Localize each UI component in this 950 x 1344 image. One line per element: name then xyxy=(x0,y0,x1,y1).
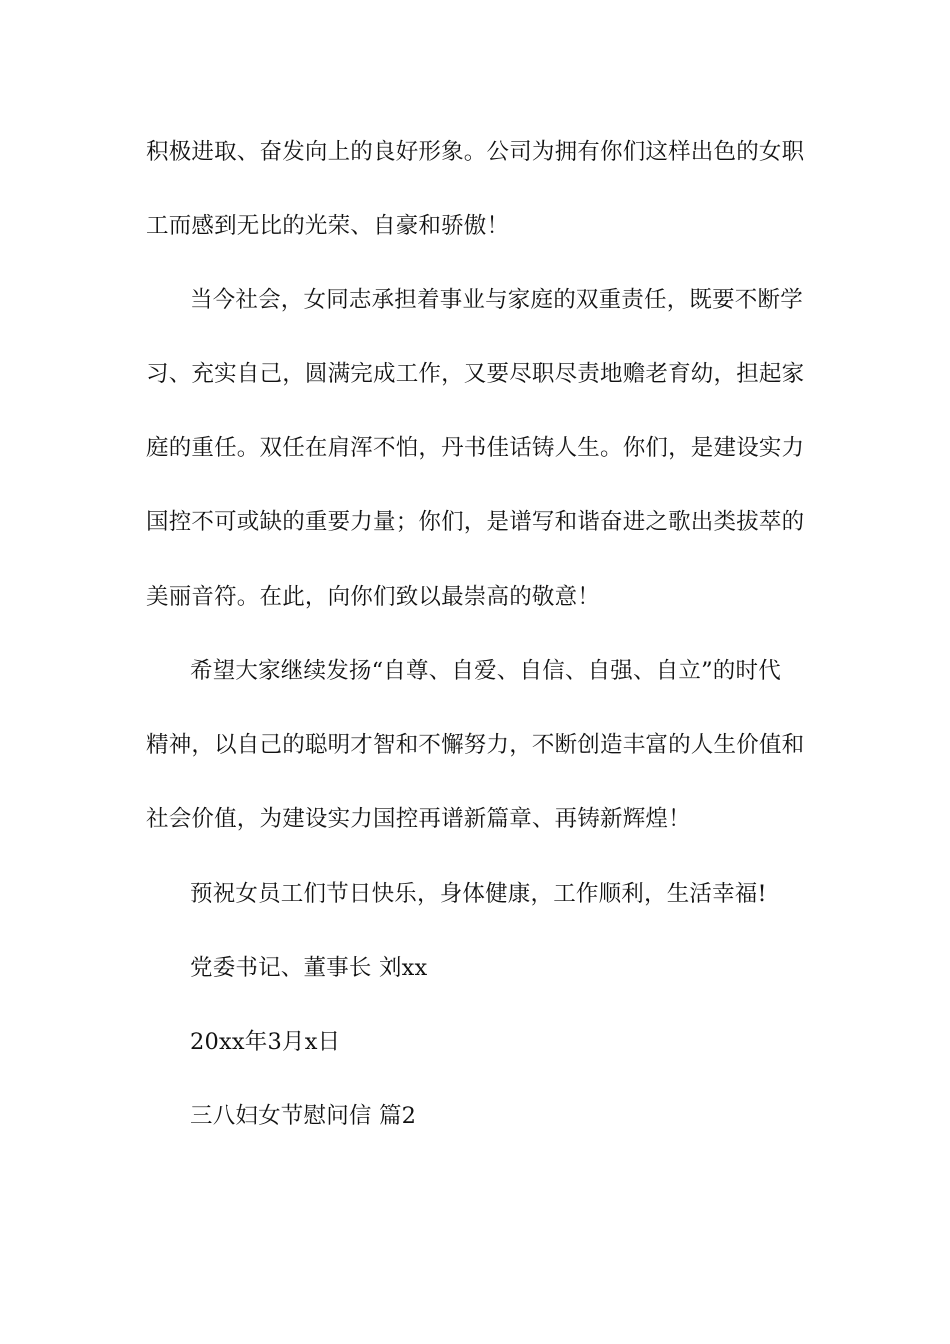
closing-wish: 预祝女员工们节日快乐，身体健康，工作顺利，生活幸福! xyxy=(190,881,767,907)
paragraph-line: 工而感到无比的光荣、自豪和骄傲！ xyxy=(146,213,510,239)
paragraph-line: 国控不可或缺的重要力量；你们，是谱写和谐奋进之歌出类拔萃的 xyxy=(146,509,805,535)
paragraph-line: 习、充实自己，圆满完成工作，又要尽职尽责地赡老育幼，担起家 xyxy=(146,361,805,387)
paragraph-line: 庭的重任。双任在肩浑不怕，丹书佳话铸人生。你们，是建设实力 xyxy=(146,435,805,461)
paragraph-line: 积极进取、奋发向上的良好形象。公司为拥有你们这样出色的女职 xyxy=(146,139,805,165)
signature-line: 党委书记、董事长 刘xx xyxy=(190,955,428,981)
paragraph-line: 精神，以自己的聪明才智和不懈努力，不断创造丰富的人生价值和 xyxy=(146,732,805,758)
paragraph-line: 希望大家继续发扬“自尊、自爱、自信、自强、自立”的时代 xyxy=(190,658,781,684)
paragraph-line: 社会价值，为建设实力国控再谱新篇章、再铸新辉煌！ xyxy=(146,806,691,832)
date-line: 20xx年3月x日 xyxy=(190,1029,341,1055)
paragraph-line: 美丽音符。在此，向你们致以最崇高的敬意！ xyxy=(146,584,601,610)
section-heading: 三八妇女节慰问信 篇2 xyxy=(190,1103,417,1129)
paragraph-line: 当今社会，女同志承担着事业与家庭的双重责任，既要不断学 xyxy=(190,287,803,313)
